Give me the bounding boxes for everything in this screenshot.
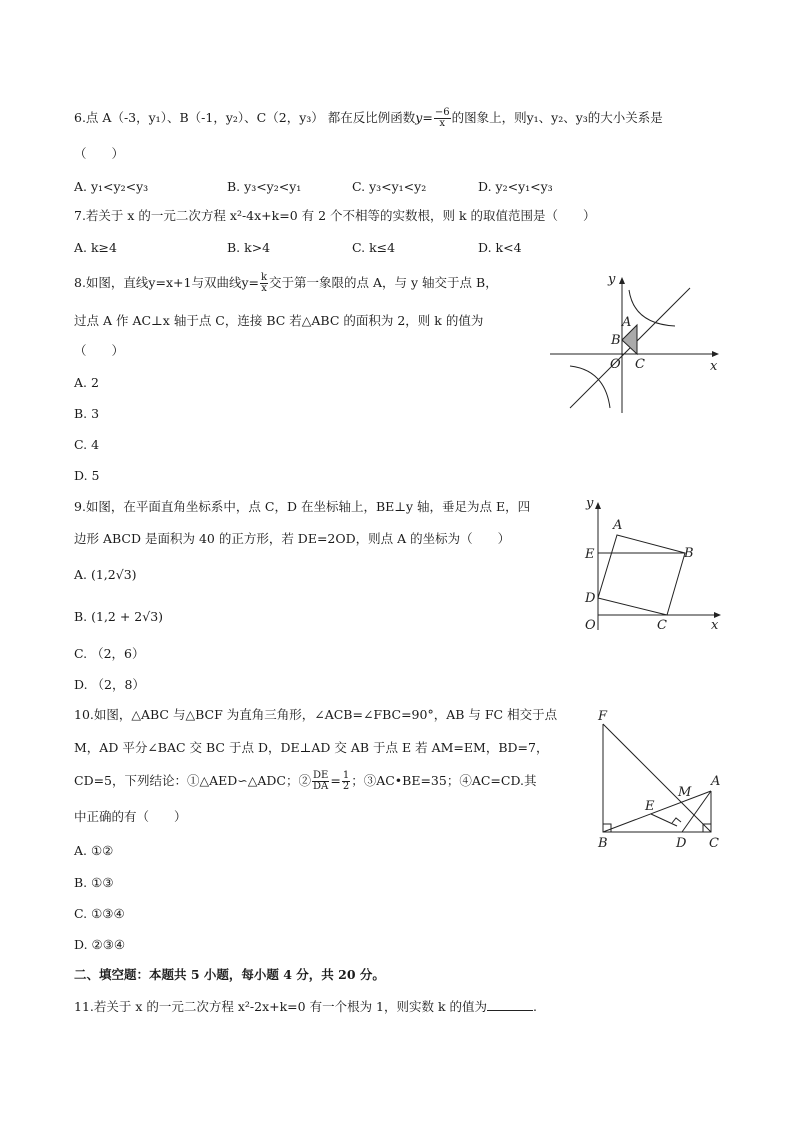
q8-stem-line1: 8.如图，直线y=x+1与双曲线y= $\frac{k}{x}$ 交于第一象限的点 A，与 y 轴交于点 B， — [74, 272, 498, 294]
q7-option-d[interactable]: D. k<4 — [478, 240, 522, 255]
q10-fraction-half: $\frac{1}{2}$ — [342, 770, 350, 792]
q10-label-d: D — [676, 836, 687, 851]
q10-stem-line3: CD=5，下列结论：①△AED∽△ADC；② $\frac{DE}{DA}$ = $\frac{1}{2}$ ；③AC•BE=35；④AC=CD.其 — [74, 770, 537, 792]
q8-label-y: y — [608, 272, 616, 287]
q10-fraction-de-da: $\frac{DE}{DA}$ — [313, 770, 329, 792]
q9-figure — [580, 495, 725, 635]
q10-option-b[interactable]: B. ①③ — [74, 875, 114, 890]
q6-option-a[interactable]: A. y₁<y₂<y₃ — [74, 179, 149, 194]
q10-label-c: C — [709, 836, 719, 851]
q11-answer-blank[interactable] — [487, 1010, 533, 1011]
q9-label-y: y — [586, 496, 594, 511]
q10-option-a[interactable]: A. ①② — [74, 843, 114, 858]
q9-option-d[interactable]: D. （2，8） — [74, 677, 145, 692]
q6-paren: （ ） — [74, 146, 125, 161]
q9-label-b: B — [684, 546, 694, 561]
q9-label-c: C — [657, 618, 667, 633]
q8-option-c[interactable]: C. 4 — [74, 437, 100, 452]
q9-option-b[interactable]: B. (1,2 + 2√3) — [74, 609, 164, 624]
q10-option-d[interactable]: D. ②③④ — [74, 937, 126, 952]
q8-option-d[interactable]: D. 5 — [74, 468, 100, 483]
q6-stem: 6.点 A（-3，y₁）、B（-1，y₂）、C（2，y₃） 都在反比例函数y= $\frac{-6}{x}$ 的图象上，则y₁、y₂、y₃的大小关系是 — [74, 107, 663, 129]
q10-stem-line1: 10.如图，△ABC 与△BCF 为直角三角形，∠ACB=∠FBC=90°，AB 与 FC 相交于点 — [74, 707, 558, 722]
q10-label-b: B — [598, 836, 608, 851]
q8-label-b: B — [611, 333, 621, 348]
q10-label-f: F — [598, 709, 608, 724]
q7-option-c[interactable]: C. k≤4 — [352, 240, 396, 255]
q8-stem-line2: 过点 A 作 AC⊥x 轴于点 C，连接 BC 若△ABC 的面积为 2，则 k 的值为 — [74, 313, 484, 328]
q10-label-a: A — [711, 774, 721, 789]
q9-option-a[interactable]: A. (1,2√3) — [74, 567, 137, 582]
q8-figure — [550, 268, 730, 418]
q6-fraction: $\frac{-6}{x}$ — [434, 107, 450, 129]
q8-paren: （ ） — [74, 343, 125, 358]
q9-label-a: A — [613, 518, 623, 533]
q7-option-b[interactable]: B. k>4 — [227, 240, 271, 255]
q6-option-b[interactable]: B. y₃<y₂<y₁ — [227, 179, 302, 194]
q9-stem-line1: 9.如图，在平面直角坐标系中，点 C，D 在坐标轴上，BE⊥y 轴，垂足为点 E，四 — [74, 499, 531, 514]
q10-option-c[interactable]: C. ①③④ — [74, 906, 125, 921]
q10-stem-line2: M，AD 平分∠BAC 交 BC 于点 D，DE⊥AD 交 AB 于点 E 若 AM=EM，BD=7， — [74, 740, 549, 755]
q9-label-x: x — [711, 618, 719, 633]
q9-stem-line2: 边形 ABCD 是面积为 40 的正方形，若 DE=2OD，则点 A 的坐标为（ ） — [74, 531, 511, 546]
q7-stem: 7.若关于 x 的一元二次方程 x²-4x+k=0 有 2 个不相等的实数根，则 k 的取值范围是（ ） — [74, 208, 596, 223]
q8-option-b[interactable]: B. 3 — [74, 406, 100, 421]
q10-label-m: M — [678, 785, 692, 800]
q9-label-d: D — [585, 591, 596, 606]
q9-option-c[interactable]: C. （2，6） — [74, 646, 145, 661]
q6-option-d[interactable]: D. y₂<y₁<y₃ — [478, 179, 553, 194]
q11-stem: 11.若关于 x 的一元二次方程 x²-2x+k=0 有一个根为 1，则实数 k 的值为 . — [74, 999, 538, 1014]
q10-label-e: E — [645, 799, 655, 814]
section-heading: 二、填空题：本题共 5 小题，每小题 4 分，共 20 分。 — [74, 967, 385, 982]
q9-label-e: E — [585, 547, 595, 562]
q7-option-a[interactable]: A. k≥4 — [74, 240, 117, 255]
q8-label-a: A — [622, 315, 632, 330]
q10-figure — [592, 708, 732, 853]
q9-label-o: O — [585, 618, 596, 633]
q10-stem-line4: 中正确的有（ ） — [74, 809, 187, 824]
q8-label-o: O — [610, 357, 621, 372]
q8-option-a[interactable]: A. 2 — [74, 375, 99, 390]
q8-fraction: $\frac{k}{x}$ — [260, 272, 268, 294]
q8-label-x: x — [710, 359, 718, 374]
q6-option-c[interactable]: C. y₃<y₁<y₂ — [352, 179, 427, 194]
q8-label-c: C — [635, 357, 645, 372]
